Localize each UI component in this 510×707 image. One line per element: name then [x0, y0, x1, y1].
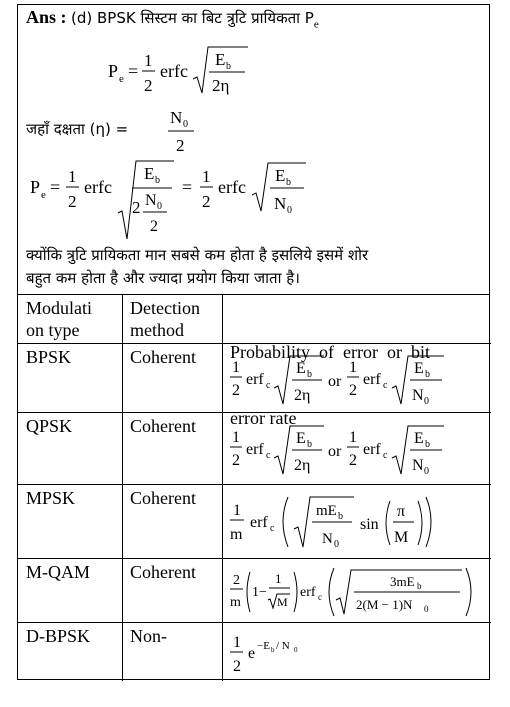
- svg-text:0: 0: [424, 604, 429, 614]
- svg-text:erf: erf: [363, 371, 381, 388]
- svg-text:erfc: erfc: [218, 177, 246, 197]
- svg-text:1: 1: [68, 167, 77, 186]
- svg-text:/ N: / N: [276, 640, 290, 652]
- svg-text:0: 0: [334, 539, 339, 550]
- svg-text:P: P: [30, 177, 41, 197]
- efficiency-label: जहाँ दक्षता (η) =: [26, 120, 129, 138]
- svg-text:N: N: [145, 192, 157, 209]
- svg-text:1−: 1−: [252, 585, 267, 600]
- svg-text:0: 0: [294, 646, 298, 654]
- svg-text:b: b: [307, 439, 312, 450]
- row-dbpsk-formula: [230, 625, 350, 681]
- svg-text:E: E: [296, 430, 306, 447]
- svg-text:1: 1: [275, 571, 282, 586]
- svg-text:0: 0: [183, 119, 188, 130]
- svg-text:N: N: [274, 194, 287, 213]
- svg-text:or: or: [328, 443, 342, 460]
- svg-text:b: b: [307, 369, 312, 380]
- svg-text:E: E: [215, 50, 226, 69]
- svg-text:0: 0: [157, 201, 162, 212]
- svg-text:c: c: [270, 523, 275, 534]
- row-mqam-formula: [230, 562, 485, 622]
- svg-text:E: E: [275, 166, 286, 185]
- header-cell-method: [130, 297, 200, 341]
- svg-text:c: c: [383, 450, 388, 461]
- svg-text:1: 1: [349, 359, 357, 376]
- answer-box: [17, 4, 490, 680]
- formula-pe-derivation: [24, 155, 314, 245]
- svg-text:m: m: [230, 526, 243, 543]
- svg-text:P: P: [108, 61, 119, 81]
- row-mpsk-type: MPSK: [26, 488, 76, 508]
- svg-text:2: 2: [233, 573, 240, 588]
- svg-text:2η: 2η: [294, 457, 311, 474]
- svg-text:2η: 2η: [294, 387, 311, 404]
- efficiency-fraction: [168, 101, 208, 161]
- svg-text:erf: erf: [250, 514, 268, 531]
- svg-text:erfc: erfc: [160, 61, 188, 81]
- svg-text:E: E: [414, 360, 424, 377]
- svg-text:erf: erf: [300, 585, 316, 600]
- svg-text:=: =: [128, 61, 139, 81]
- svg-text:N: N: [412, 457, 424, 474]
- header-prob-line2: error rate: [230, 408, 297, 428]
- row-divider-4: [18, 622, 491, 623]
- note-line-2: बहुत कम होता है और ज्यादा प्रयोग किया जाता है।: [26, 269, 300, 287]
- svg-text:c: c: [266, 450, 271, 461]
- header-prob-line1: Probability of error or bit: [230, 342, 430, 362]
- svg-text:0: 0: [424, 466, 429, 477]
- svg-text:c: c: [318, 592, 322, 602]
- row-qpsk-formula: [230, 418, 480, 480]
- svg-text:b: b: [425, 369, 430, 380]
- svg-text:e: e: [248, 645, 256, 662]
- row-qpsk-method: Coherent: [130, 416, 196, 436]
- svg-text:2: 2: [233, 658, 241, 675]
- header-cell-type: [26, 297, 92, 341]
- svg-text:sin: sin: [360, 516, 379, 533]
- svg-text:2: 2: [202, 192, 211, 211]
- svg-text:mE: mE: [316, 503, 337, 519]
- svg-text:2: 2: [349, 452, 357, 469]
- svg-text:M: M: [394, 529, 409, 546]
- col-divider-1: [122, 295, 123, 681]
- note-line-1: क्योंकि त्रुटि प्रायिकता मान सबसे कम होता है इसलिये इसमें शोर: [26, 246, 369, 264]
- svg-text:b: b: [425, 439, 430, 450]
- row-bpsk-type: BPSK: [26, 347, 72, 367]
- ans-text: (d) BPSK सिस्टम का बिट त्रुटि प्रायिकता P: [71, 9, 314, 27]
- svg-text:c: c: [383, 380, 388, 391]
- svg-text:2: 2: [132, 198, 141, 217]
- svg-text:erf: erf: [246, 371, 264, 388]
- svg-text:1: 1: [202, 167, 211, 186]
- svg-text:b: b: [417, 581, 422, 591]
- svg-text:N: N: [412, 387, 424, 404]
- svg-text:−E: −E: [257, 640, 270, 652]
- row-bpsk-method: Coherent: [130, 347, 196, 367]
- row-divider-3: [18, 558, 491, 559]
- svg-text:2: 2: [232, 382, 240, 399]
- svg-text:2: 2: [232, 452, 240, 469]
- formula-pe-bpsk: [98, 41, 258, 101]
- svg-text:=: =: [50, 177, 61, 197]
- svg-text:m: m: [230, 595, 241, 610]
- row-mqam-method: Coherent: [130, 562, 196, 582]
- answer-header: [18, 5, 489, 295]
- svg-text:2: 2: [144, 76, 153, 95]
- svg-text:1: 1: [233, 634, 241, 651]
- svg-text:b: b: [271, 646, 275, 654]
- svg-text:E: E: [414, 430, 424, 447]
- row-dbpsk-type: D-BPSK: [26, 626, 91, 646]
- svg-text:1: 1: [144, 51, 153, 70]
- row-dbpsk-method: Non-: [130, 626, 167, 646]
- row-mpsk-method: Coherent: [130, 488, 196, 508]
- svg-text:1: 1: [233, 502, 241, 519]
- col-divider-2: [222, 295, 223, 681]
- header-method-line1: Detection: [130, 298, 200, 318]
- svg-text:E: E: [144, 164, 155, 183]
- ans-label: Ans :: [26, 7, 67, 27]
- svg-text:E: E: [296, 360, 306, 377]
- row-mpsk-formula: [230, 489, 480, 555]
- svg-text:1: 1: [232, 359, 240, 376]
- svg-text:erf: erf: [363, 441, 381, 458]
- svg-text:3mE: 3mE: [390, 574, 415, 589]
- header-method-line2: method: [130, 320, 184, 340]
- row-bpsk-formula: [230, 348, 480, 410]
- svg-text:N: N: [170, 108, 183, 127]
- svg-text:2: 2: [68, 192, 77, 211]
- row-mqam-type: M-QAM: [26, 562, 91, 582]
- svg-text:=: =: [182, 177, 193, 197]
- svg-text:e: e: [41, 189, 46, 201]
- svg-text:2: 2: [176, 136, 185, 155]
- header-type-line1: Modulati: [26, 298, 92, 318]
- svg-text:erfc: erfc: [84, 177, 112, 197]
- svg-text:2: 2: [150, 218, 158, 235]
- svg-text:or: or: [328, 373, 342, 390]
- ans-subscript: e: [313, 18, 319, 31]
- svg-text:b: b: [226, 61, 231, 72]
- svg-text:2η: 2η: [212, 76, 230, 95]
- svg-text:0: 0: [287, 205, 292, 216]
- svg-text:N: N: [322, 531, 333, 547]
- svg-text:b: b: [338, 511, 343, 522]
- svg-text:π: π: [397, 503, 406, 520]
- svg-text:1: 1: [232, 429, 240, 446]
- svg-text:erf: erf: [246, 441, 264, 458]
- svg-text:b: b: [286, 177, 291, 188]
- svg-text:2: 2: [349, 382, 357, 399]
- row-qpsk-type: QPSK: [26, 416, 73, 436]
- svg-text:1: 1: [349, 429, 357, 446]
- svg-text:e: e: [119, 73, 124, 85]
- svg-text:0: 0: [424, 396, 429, 407]
- svg-text:b: b: [155, 175, 160, 186]
- svg-text:2(M − 1)N: 2(M − 1)N: [356, 597, 413, 612]
- header-type-line2: on type: [26, 320, 80, 340]
- answer-title: [26, 7, 319, 31]
- svg-text:M: M: [277, 595, 288, 609]
- svg-text:c: c: [266, 380, 271, 391]
- row-divider-2: [18, 484, 491, 485]
